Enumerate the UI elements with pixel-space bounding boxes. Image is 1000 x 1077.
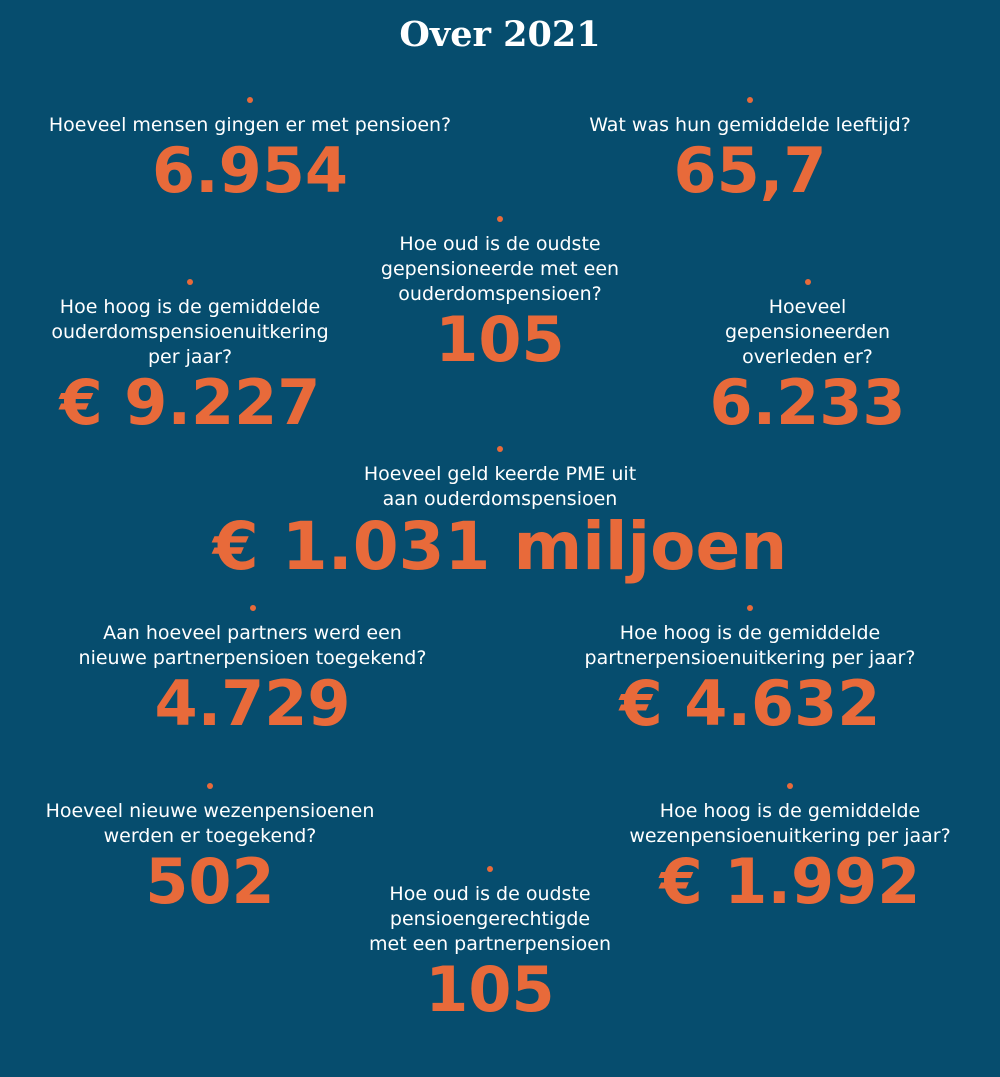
- stat-value: 4.729: [154, 667, 351, 740]
- stat-retirements: [20, 97, 480, 207]
- bullet-dot: [747, 97, 753, 103]
- bullet-dot: [805, 279, 811, 285]
- bullet-dot: [747, 605, 753, 611]
- bullet-dot: [247, 97, 253, 103]
- bullet-dot: [497, 446, 503, 452]
- stat-value: 6.233: [709, 366, 906, 439]
- stat-value: € 1.031 miljoen: [212, 508, 788, 585]
- stat-question: Aan hoeveel partners werd een nieuwe partnerpensioen toegekend?: [78, 622, 427, 669]
- stat-average-age: [530, 97, 970, 207]
- stat-question: Hoeveel mensen gingen er met pensioen?: [48, 114, 452, 136]
- page-title: Over 2021: [399, 14, 601, 55]
- stat-question: Hoeveel geld keerde PME uit aan ouderdomspensioen: [363, 463, 637, 510]
- bullet-dot: [787, 783, 793, 789]
- stat-question: Hoe oud is de oudste pensioengerechtigde met een partnerpensioen: [369, 883, 611, 955]
- stat-question: Hoe oud is de oudste gepensioneerde met een ouderdomspensioen?: [380, 233, 620, 305]
- stat-oldest-retiree: [345, 216, 655, 376]
- bullet-dot: [207, 783, 213, 789]
- stat-question: Hoe hoog is de gemiddelde ouderdomspensioenuitkering per jaar?: [51, 296, 329, 368]
- stat-value: € 9.227: [59, 366, 321, 439]
- stat-new-partner-pensions: [30, 605, 475, 740]
- stat-question: Hoeveel gepensioneerden overleden er?: [724, 296, 891, 368]
- stat-value: 65,7: [673, 134, 827, 207]
- stat-value: 105: [435, 303, 565, 376]
- stat-question: Hoe hoog is de gemiddelde wezenpensioenuitkering per jaar?: [629, 800, 951, 847]
- stat-value: € 4.632: [619, 667, 881, 740]
- stat-question: Hoeveel nieuwe wezenpensioenen werden er toegekend?: [45, 800, 375, 847]
- stat-average-orphan-pension: [600, 783, 980, 918]
- stat-question: Wat was hun gemiddelde leeftijd?: [589, 114, 911, 136]
- stat-total-paid: [200, 446, 800, 585]
- stat-question: Hoe hoog is de gemiddelde partnerpensioenuitkering per jaar?: [584, 622, 916, 669]
- stat-average-partner-pension: [560, 605, 940, 740]
- stat-value: 6.954: [151, 134, 349, 207]
- bullet-dot: [187, 279, 193, 285]
- stat-oldest-partner-recipient: [340, 866, 640, 1026]
- stat-deceased: [690, 279, 925, 439]
- stat-value: 502: [145, 845, 275, 918]
- bullet-dot: [250, 605, 256, 611]
- stat-average-old-age-pension: [30, 279, 350, 439]
- stat-value: 105: [425, 953, 555, 1026]
- bullet-dot: [497, 216, 503, 222]
- bullet-dot: [487, 866, 493, 872]
- stat-value: € 1.992: [659, 845, 921, 918]
